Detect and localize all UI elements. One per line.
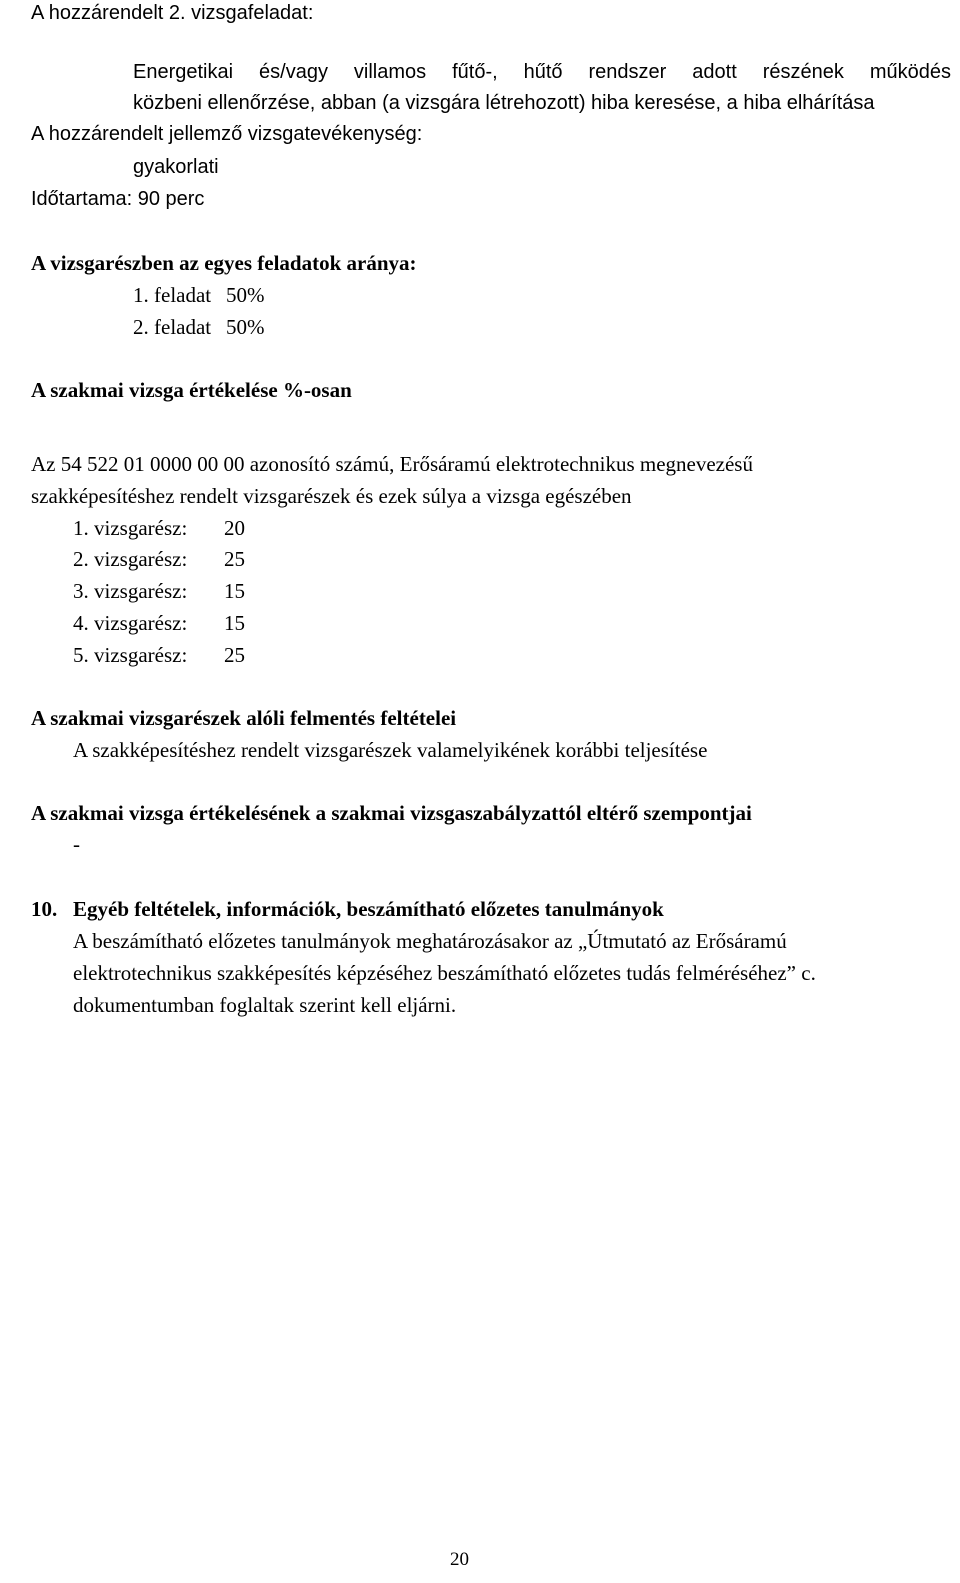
section-title: Egyéb feltételek, információk, beszámítható előzetes tanulmányok <box>73 897 664 921</box>
weight-item-value: 15 <box>224 611 245 635</box>
deviation-heading: A szakmai vizsga értékelésének a szakmai vizsgaszabályzattól eltérő szempontjai <box>31 801 752 825</box>
weight-item-value: 15 <box>224 579 245 603</box>
weight-item-label: 5. vizsgarész: <box>73 643 188 667</box>
ratio-heading: A vizsgarészben az egyes feladatok aránya: <box>31 251 417 275</box>
page-number: 20 <box>450 1549 469 1570</box>
weight-item-label: 1. vizsgarész: <box>73 516 188 540</box>
weight-item-label: 3. vizsgarész: <box>73 579 188 603</box>
activity-value: gyakorlati <box>133 156 219 178</box>
deviation-value: - <box>73 832 80 856</box>
activity-label: A hozzárendelt jellemző vizsgatevékenység: <box>31 123 423 145</box>
weights-intro-line2: szakképesítéshez rendelt vizsgarészek és ezek súlya a vizsga egészében <box>31 484 632 508</box>
evaluation-heading: A szakmai vizsga értékelése %-osan <box>31 378 352 402</box>
weight-item-value: 25 <box>224 547 245 571</box>
weight-item-value: 25 <box>224 643 245 667</box>
ratio-item-label: 1. feladat <box>133 283 212 307</box>
ratio-item-value: 50% <box>226 283 265 307</box>
weights-intro-line1: Az 54 522 01 0000 00 00 azonosító számú, Erősáramú elektrotechnikus megnevezésű <box>31 452 753 476</box>
task-description-line2: közbeni ellenőrzése, abban (a vizsgára létrehozott) hiba keresése, a hiba elhárítása <box>133 92 875 114</box>
ratio-item-value: 50% <box>226 315 265 339</box>
section-number: 10. <box>31 897 58 921</box>
exemption-heading: A szakmai vizsgarészek alóli felmentés feltételei <box>31 706 457 730</box>
weight-item-label: 2. vizsgarész: <box>73 547 188 571</box>
duration: Időtartama: 90 perc <box>31 188 205 210</box>
weight-item-value: 20 <box>224 516 245 540</box>
exemption-text: A szakképesítéshez rendelt vizsgarészek valamelyikének korábbi teljesítése <box>73 738 708 762</box>
ratio-item-label: 2. feladat <box>133 315 212 339</box>
section-text-line2: elektrotechnikus szakképesítés képzéséhez beszámítható előzetes tudás felméréséhez” c. <box>73 961 816 985</box>
section-text-line1: A beszámítható előzetes tanulmányok meghatározásakor az „Útmutató az Erősáramú <box>73 929 787 953</box>
section-text-line3: dokumentumban foglaltak szerint kell eljárni. <box>73 993 457 1017</box>
task-heading: A hozzárendelt 2. vizsgafeladat: <box>31 2 314 24</box>
weight-item-label: 4. vizsgarész: <box>73 611 188 635</box>
task-description-line1: Energetikai és/vagy villamos fűtő-, hűtő rendszer adott részének működés <box>133 61 951 83</box>
